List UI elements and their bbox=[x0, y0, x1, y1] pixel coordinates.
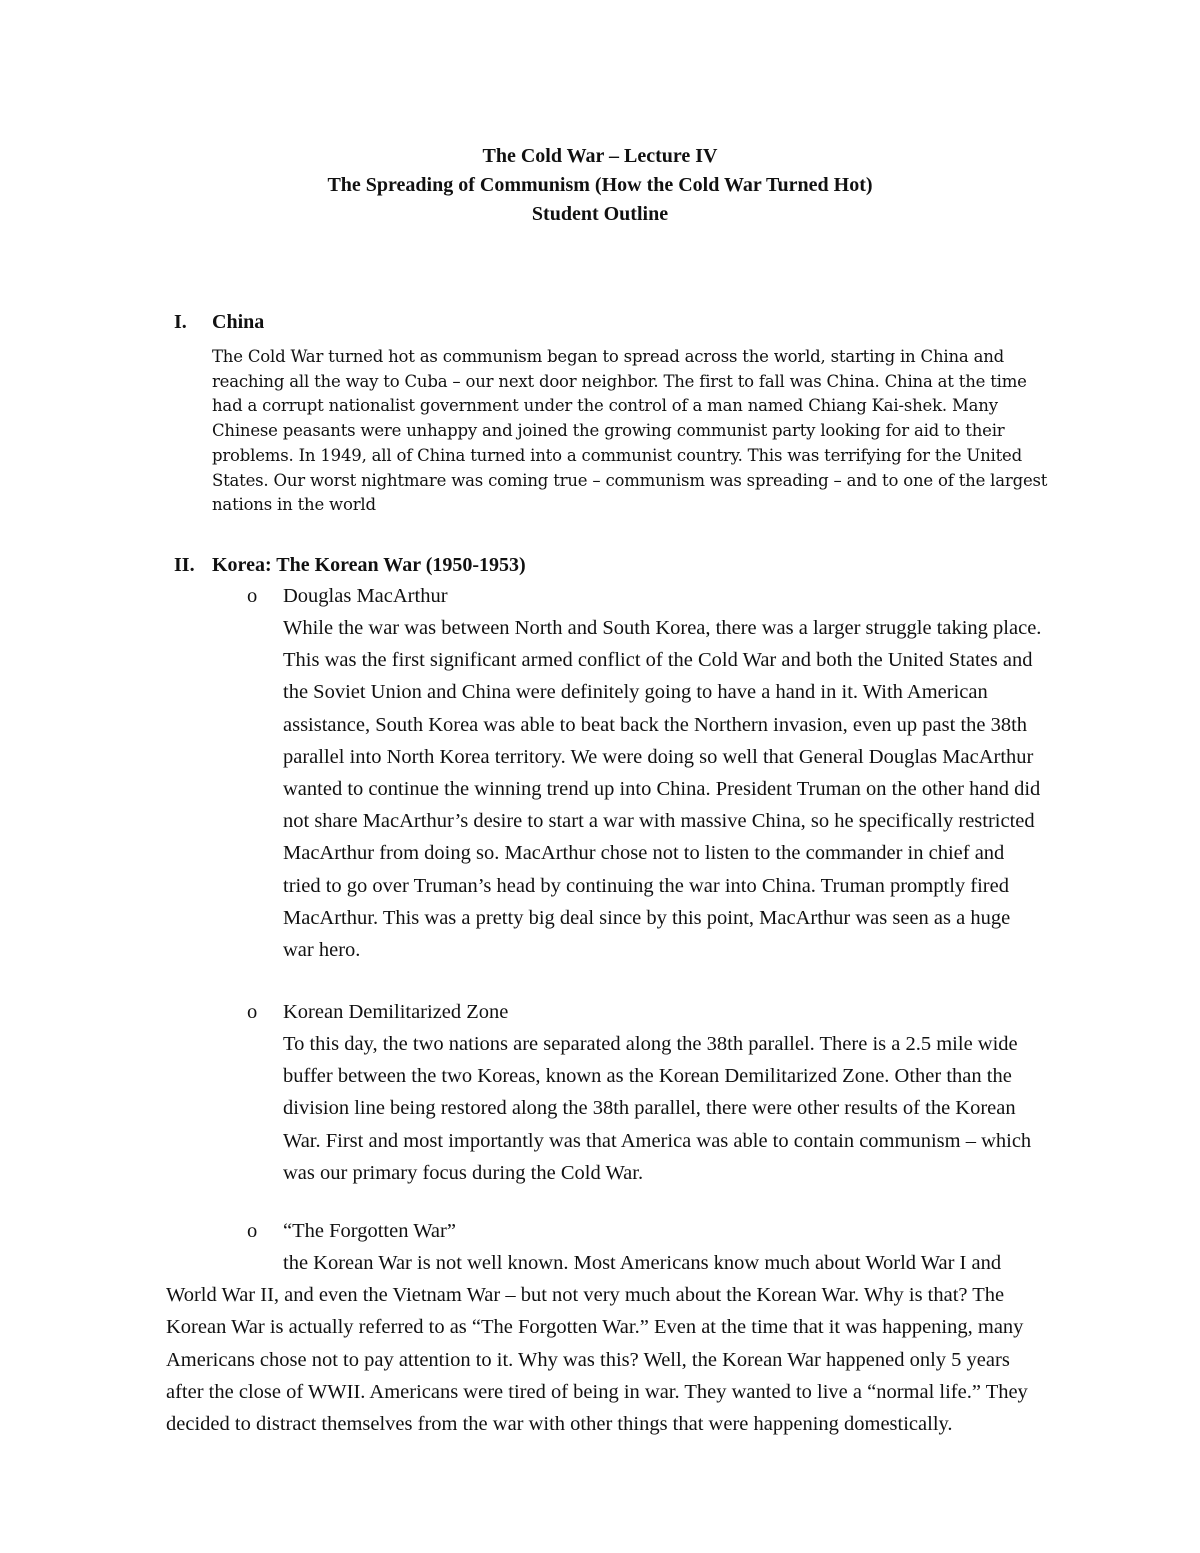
outline-label: Student Outline bbox=[531, 203, 669, 225]
section-title: China bbox=[212, 311, 265, 333]
section-heading-china bbox=[174, 308, 264, 337]
macarthur-paragraph: While the war was between North and South Korea, there was a larger struggle taking place. This was the first significant armed conflict of the Cold War and both the United States and the Soviet Union and China were definitely going to have a hand in it. With American assistance, South Korea was able to beat back the Northern invasion, even up past the 38th parallel into North Korea territory. We were doing so well that General Douglas MacArthur wanted to continue the winning trend up into China. President Truman on the other hand did not share MacArthur’s desire to start a war with massive China, so he specifically restricted MacArthur from doing so. MacArthur chose not to listen to the commander in chief and tried to go over Truman’s head by continuing the war into China. Truman promptly fired MacArthur. This was a pretty big deal since by this point, MacArthur was seen as a huge war hero. bbox=[283, 617, 1042, 962]
china-paragraph: The Cold War turned hot as communism began to spread across the world, starting in China and reaching all the way to Cuba – our next door neighbor. The first to fall was China. China at the time had a corrupt nationalist government under the control of a man named Chiang Kai-shek. Many Chinese peasants were unhappy and joined the growing communist party looking for aid to their problems. In 1949, all of China turned into a communist country. This was terrifying for the United States. Our worst nightmare was coming true – communism was spreading – and to one of the largest nations in the world bbox=[212, 347, 1048, 515]
section-heading-korea bbox=[174, 551, 526, 580]
list-item-macarthur bbox=[247, 581, 448, 612]
document-header bbox=[0, 142, 1200, 229]
bullet-marker: o bbox=[247, 1220, 258, 1242]
bullet-marker: o bbox=[247, 585, 258, 607]
lecture-subtitle: The Spreading of Communism (How the Cold War Turned Hot) bbox=[327, 174, 873, 196]
dmz-paragraph: To this day, the two nations are separated along the 38th parallel. There is a 2.5 mile wide buffer between the two Koreas, known as the Korean Demilitarized Zone. Other than the division line being restored along the 38th parallel, there were other results of the Korean War. First and most importantly was that America was able to contain communism – which was our primary focus during the Cold War. bbox=[283, 1033, 1032, 1184]
forgotten-war-paragraph: the Korean War is not well known. Most Americans know much about World War I and World War II, and even the Vietnam War – but not very much about the Korean War. Why is that? The Korean War is actually referred to as “The Forgotten War.” Even at the time that it was happening, many Americans chose not to pay attention to it. Why was this? Well, the Korean War happened only 5 years after the close of WWII. Americans were tired of being in war. They wanted to live a “normal life.” They decided to distract themselves from the war with other things that were happening domestically. bbox=[166, 1252, 1028, 1436]
section-title: Korea: The Korean War (1950-1953) bbox=[212, 554, 526, 576]
list-item-label: Korean Demilitarized Zone bbox=[283, 1001, 509, 1023]
list-item-label: “The Forgotten War” bbox=[283, 1220, 456, 1242]
bullet-marker: o bbox=[247, 1001, 258, 1023]
list-item-forgotten-war bbox=[247, 1216, 456, 1247]
list-item-label: Douglas MacArthur bbox=[283, 585, 448, 607]
section-numeral: I. bbox=[174, 311, 187, 333]
list-item-dmz bbox=[247, 997, 508, 1028]
section-numeral: II. bbox=[174, 554, 195, 576]
lecture-title: The Cold War – Lecture IV bbox=[482, 145, 718, 167]
